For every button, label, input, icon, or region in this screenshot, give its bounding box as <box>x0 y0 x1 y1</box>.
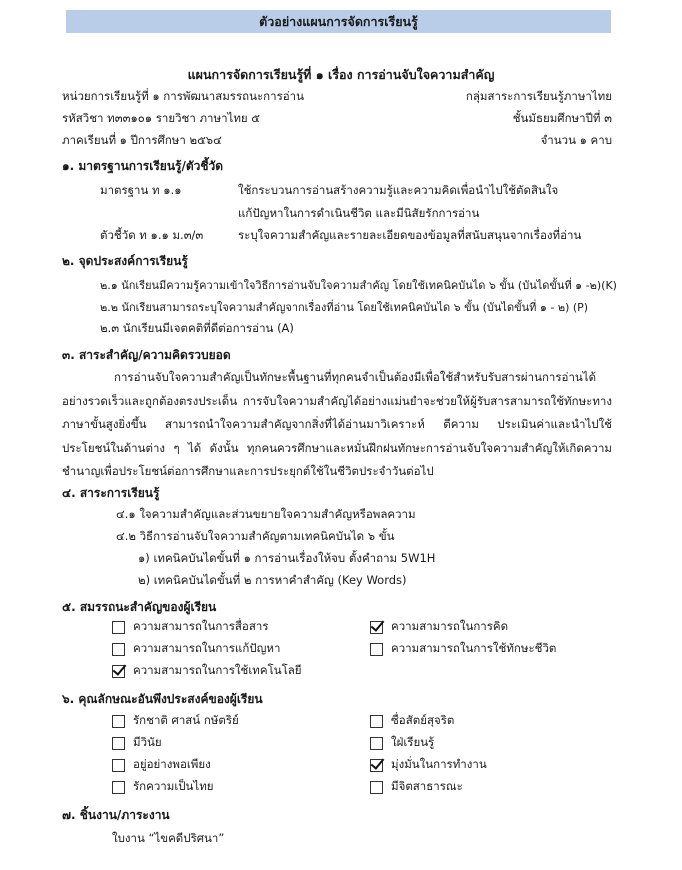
content-item-2: ๔.๒ วิธีการอ่านจับใจความสำคัญตามเทคนิคบันได ๖ ขั้น <box>116 529 395 543</box>
competency-problem-solving[interactable] <box>112 640 280 658</box>
objective-item-1: ๒.๑ นักเรียนมีความรู้ความเข้าใจวิธีการอ่านจับใจความสำคัญ โดยใช้เทคนิคบันได ๖ ขั้น (บันไดขั้นที่ ๑ -๒)(K) <box>100 279 617 292</box>
checkbox-label: มีจิตสาธารณะ <box>391 779 463 793</box>
checkbox-icon[interactable] <box>112 621 125 634</box>
section-1-heading: ๑. มาตรฐานการเรียนรู้/ตัวชี้วัด <box>62 159 224 173</box>
section-2-heading: ๒. จุดประสงค์การเรียนรู้ <box>62 254 188 268</box>
trait-eager-to-learn[interactable] <box>370 734 434 752</box>
checkbox-label: ความสามารถในการแก้ปัญหา <box>133 641 281 655</box>
trait-patriotism[interactable] <box>112 712 239 730</box>
section-6-heading: ๖. คุณลักษณะอันพึงประสงค์ของผู้เรียน <box>62 692 263 706</box>
checkbox-icon[interactable] <box>370 621 383 634</box>
trait-honesty[interactable] <box>370 712 454 730</box>
competency-life-skills[interactable] <box>370 640 556 658</box>
checkbox-icon[interactable] <box>370 781 383 794</box>
content-item-1: ๔.๑ ใจความสำคัญและส่วนขยายใจความสำคัญหรือพลความ <box>116 507 416 521</box>
course-code: รหัสวิชา ท๓๓๑๐๑ รายวิชา ภาษาไทย ๕ <box>62 111 261 125</box>
worksheet-item: ใบงาน “ไขคดีปริศนา” <box>112 831 225 845</box>
checkbox-label: รักความเป็นไทย <box>133 779 214 793</box>
checkbox-label: ความสามารถในการคิด <box>391 619 509 633</box>
checkbox-label: ซื่อสัตย์สุจริต <box>391 713 455 727</box>
competency-thinking[interactable] <box>370 618 508 636</box>
section-4-heading: ๔. สาระการเรียนรู้ <box>62 486 160 500</box>
section-7-heading: ๗. ชิ้นงาน/ภาระงาน <box>62 808 170 822</box>
indicator-label: ตัวชี้วัด ท ๑.๑ ม.๓/๓ <box>100 228 204 242</box>
checkbox-icon[interactable] <box>370 715 383 728</box>
learning-unit: หน่วยการเรียนรู้ที่ ๑ การพัฒนาสมรรถนะการอ่าน <box>62 89 304 103</box>
standard-label: มาตรฐาน ท ๑.๑ <box>100 183 182 197</box>
checkbox-label: มุ่งมั่นในการทำงาน <box>391 757 487 771</box>
checkbox-icon[interactable] <box>112 781 125 794</box>
checkbox-label: ความสามารถในการสื่อสาร <box>133 619 269 633</box>
trait-discipline[interactable] <box>112 734 162 752</box>
trait-thainess[interactable] <box>112 778 214 796</box>
checkbox-icon[interactable] <box>370 643 383 656</box>
subject-group: กลุ่มสาระการเรียนรู้ภาษาไทย <box>465 89 612 103</box>
checkbox-label: ความสามารถในการใช้ทักษะชีวิต <box>391 641 557 655</box>
lesson-title: แผนการจัดการเรียนรู้ที่ ๑ เรื่อง การอ่านจับใจความสำคัญ <box>187 67 495 82</box>
checkbox-icon[interactable] <box>370 737 383 750</box>
document-banner: ตัวอย่างแผนการจัดการเรียนรู้ <box>66 10 611 33</box>
trait-public-mind[interactable] <box>370 778 463 796</box>
content-subitem-1: ๑) เทคนิคบันไดขั้นที่ ๑ การอ่านเรื่องให้จบ ตั้งคำถาม 5W1H <box>138 551 436 565</box>
semester: ภาคเรียนที่ ๑ ปีการศึกษา ๒๕๖๔ <box>62 133 222 147</box>
objective-item-2: ๒.๒ นักเรียนสามารถระบุใจความสำคัญจากเรื่องที่อ่าน โดยใช้เทคนิคบันได ๖ ขั้น (บันไดขั้นที่ ๑ - ๒) (P) <box>100 301 589 314</box>
competency-technology[interactable] <box>112 662 302 680</box>
checkbox-label: รักชาติ ศาสน์ กษัตริย์ <box>133 713 239 727</box>
checkbox-label: ความสามารถในการใช้เทคโนโลยี <box>133 663 302 677</box>
checkbox-icon[interactable] <box>112 643 125 656</box>
grade-level: ชั้นมัธยมศึกษาปีที่ ๓ <box>512 111 612 125</box>
trait-sufficiency[interactable] <box>112 756 211 774</box>
checkbox-icon[interactable] <box>370 759 383 772</box>
period-count: จำนวน ๑ คาบ <box>540 133 612 147</box>
checkbox-label: มีวินัย <box>133 735 162 749</box>
concept-paragraph: การอ่านจับใจความสำคัญเป็นทักษะพื้นฐานที่ทุกคนจำเป็นต้องมีเพื่อใช้สำหรับรับสารผ่านการอ่านได้อย่างรวดเร็วและถูกต้องตรงประเด็น การจับใจความสำคัญได้อย่างแม่นยำจะช่วยให้ผู้รับสารสามารถใช้ทักษะทางภาษาขั้นสูงยิ่งขึ้น สามารถนำใจความสำคัญจากสิ่งที่ได้อ่านมาวิเคราะห์ ตีความ ประเมินค่าและนำไปใช้ประโยชน์ในด้านต่าง ๆ ได้ ดังนั้น ทุกคนควรศึกษาและหมั่นฝึกฝนทักษะการอ่านจับใจความสำคัญให้เกิดความชำนาญเพื่อประโยชน์ต่อการศึกษาและการประยุกต์ใช้ในชีวิตประจำวันต่อไป <box>62 370 612 478</box>
checkbox-icon[interactable] <box>112 665 125 678</box>
competency-communication[interactable] <box>112 618 269 636</box>
trait-dedication[interactable] <box>370 756 487 774</box>
checkbox-label: อยู่อย่างพอเพียง <box>133 757 211 771</box>
objective-item-3: ๒.๓ นักเรียนมีเจตคติที่ดีต่อการอ่าน (A) <box>100 321 294 335</box>
section-3-heading: ๓. สาระสำคัญ/ความคิดรวบยอด <box>62 348 231 362</box>
checkbox-icon[interactable] <box>112 759 125 772</box>
checkbox-label: ใฝ่เรียนรู้ <box>391 735 435 749</box>
checkbox-icon[interactable] <box>112 715 125 728</box>
section-5-heading: ๕. สมรรถนะสำคัญของผู้เรียน <box>62 600 217 614</box>
indicator-text: ระบุใจความสำคัญและรายละเอียดของข้อมูลที่สนับสนุนจากเรื่องที่อ่าน <box>238 228 582 242</box>
content-subitem-2: ๒) เทคนิคบันไดขั้นที่ ๒ การหาคำสำคัญ (Key Words) <box>138 573 407 587</box>
checkbox-icon[interactable] <box>112 737 125 750</box>
standard-text-line-2: แก้ปัญหาในการดำเนินชีวิต และมีนิสัยรักการอ่าน <box>238 206 480 220</box>
standard-text-line-1: ใช้กระบวนการอ่านสร้างความรู้และความคิดเพื่อนำไปใช้ตัดสินใจ <box>238 183 559 197</box>
